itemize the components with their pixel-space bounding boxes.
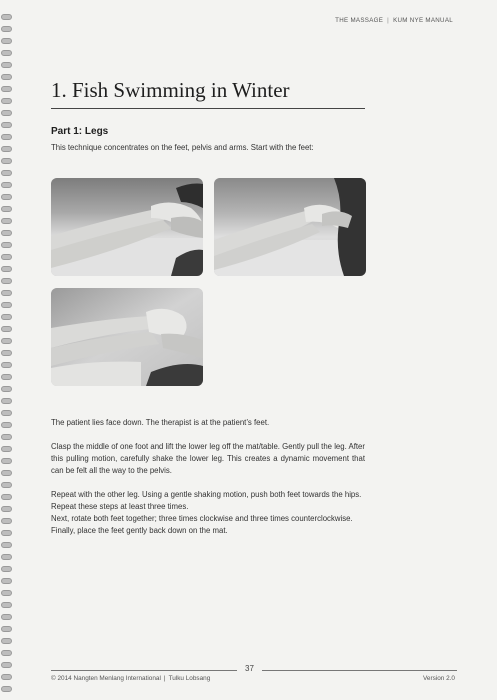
paragraph-position: The patient lies face down. The therapist is at the patient’s feet. — [51, 418, 270, 427]
footer-copyright — [51, 675, 210, 682]
part-intro: This technique concentrates on the feet, pelvis and arms. Start with the feet: — [51, 143, 314, 152]
binding-coil — [1, 326, 12, 332]
binding-coil — [1, 14, 12, 20]
binding-coil — [1, 266, 12, 272]
binding-coil — [1, 194, 12, 200]
paragraph-repeat-other-leg: Repeat with the other leg. Using a gentle shaking motion, push both feet towards the hips. — [51, 490, 362, 499]
binding-coil — [1, 458, 12, 464]
binding-coil — [1, 290, 12, 296]
binding-coil — [1, 662, 12, 668]
binding-coil — [1, 482, 12, 488]
page-title: 1. Fish Swimming in Winter — [51, 78, 290, 102]
header-section: THE MASSAGE — [335, 17, 384, 24]
binding-coil — [1, 218, 12, 224]
binding-coil — [1, 554, 12, 560]
binding-coil — [1, 518, 12, 524]
binding-coil — [1, 242, 12, 248]
binding-coil — [1, 338, 12, 344]
binding-coil — [1, 422, 12, 428]
footer-rule-right — [262, 670, 457, 671]
binding-coil — [1, 578, 12, 584]
massage-photo-feet-2 — [214, 178, 366, 276]
spiral-binding — [0, 0, 14, 700]
binding-coil — [1, 542, 12, 548]
binding-coil — [1, 110, 12, 116]
binding-coil — [1, 638, 12, 644]
binding-coil — [1, 386, 12, 392]
binding-coil — [1, 374, 12, 380]
binding-coil — [1, 26, 12, 32]
binding-coil — [1, 494, 12, 500]
body-text — [51, 417, 365, 537]
binding-coil — [1, 206, 12, 212]
binding-coil — [1, 434, 12, 440]
binding-coil — [1, 530, 12, 536]
binding-coil — [1, 278, 12, 284]
binding-coil — [1, 74, 12, 80]
binding-coil — [1, 686, 12, 692]
binding-coil — [1, 146, 12, 152]
binding-coil — [1, 626, 12, 632]
massage-photo-feet-1 — [51, 178, 203, 276]
binding-coil — [1, 254, 12, 260]
header-manual: KUM NYE MANUAL — [393, 17, 453, 24]
binding-coil — [1, 650, 12, 656]
binding-coil — [1, 506, 12, 512]
page-number: 37 — [245, 664, 254, 673]
paragraph-clasp-foot: Clasp the middle of one foot and lift the lower leg off the mat/table. Gently pull the leg. After this pulling motion, carefully shake the lower leg. This creates a dynamic movement that can be felt all the way to the pelvis. — [51, 442, 365, 475]
binding-coil — [1, 230, 12, 236]
binding-coil — [1, 62, 12, 68]
binding-coil — [1, 38, 12, 44]
binding-coil — [1, 158, 12, 164]
footer-separator: | — [163, 675, 166, 682]
paragraph-repeat-three-times: Repeat these steps at least three times. — [51, 502, 189, 511]
binding-coil — [1, 50, 12, 56]
binding-coil — [1, 182, 12, 188]
binding-coil — [1, 122, 12, 128]
binding-coil — [1, 470, 12, 476]
massage-photo-feet-3 — [51, 288, 203, 386]
binding-coil — [1, 602, 12, 608]
binding-coil — [1, 314, 12, 320]
binding-coil — [1, 362, 12, 368]
binding-coil — [1, 302, 12, 308]
binding-coil — [1, 350, 12, 356]
paragraph-finally: Finally, place the feet gently back down on the mat. — [51, 526, 228, 535]
footer-rule-left — [51, 670, 237, 671]
binding-coil — [1, 566, 12, 572]
paragraph-rotate-feet: Next, rotate both feet together; three times clockwise and three times counterclockwise. — [51, 514, 353, 523]
binding-coil — [1, 614, 12, 620]
binding-coil — [1, 410, 12, 416]
binding-coil — [1, 98, 12, 104]
footer-author: Tulku Lobsang — [168, 675, 211, 682]
footer-version: Version 2.0 — [423, 675, 455, 682]
binding-coil — [1, 446, 12, 452]
binding-coil — [1, 398, 12, 404]
copyright-text: © 2014 Nangten Menlang International — [51, 675, 161, 682]
binding-coil — [1, 86, 12, 92]
binding-coil — [1, 134, 12, 140]
binding-coil — [1, 590, 12, 596]
binding-coil — [1, 674, 12, 680]
running-header — [335, 17, 453, 24]
header-separator: | — [387, 17, 390, 24]
part-heading: Part 1: Legs — [51, 126, 109, 137]
binding-coil — [1, 170, 12, 176]
title-rule — [51, 108, 365, 109]
